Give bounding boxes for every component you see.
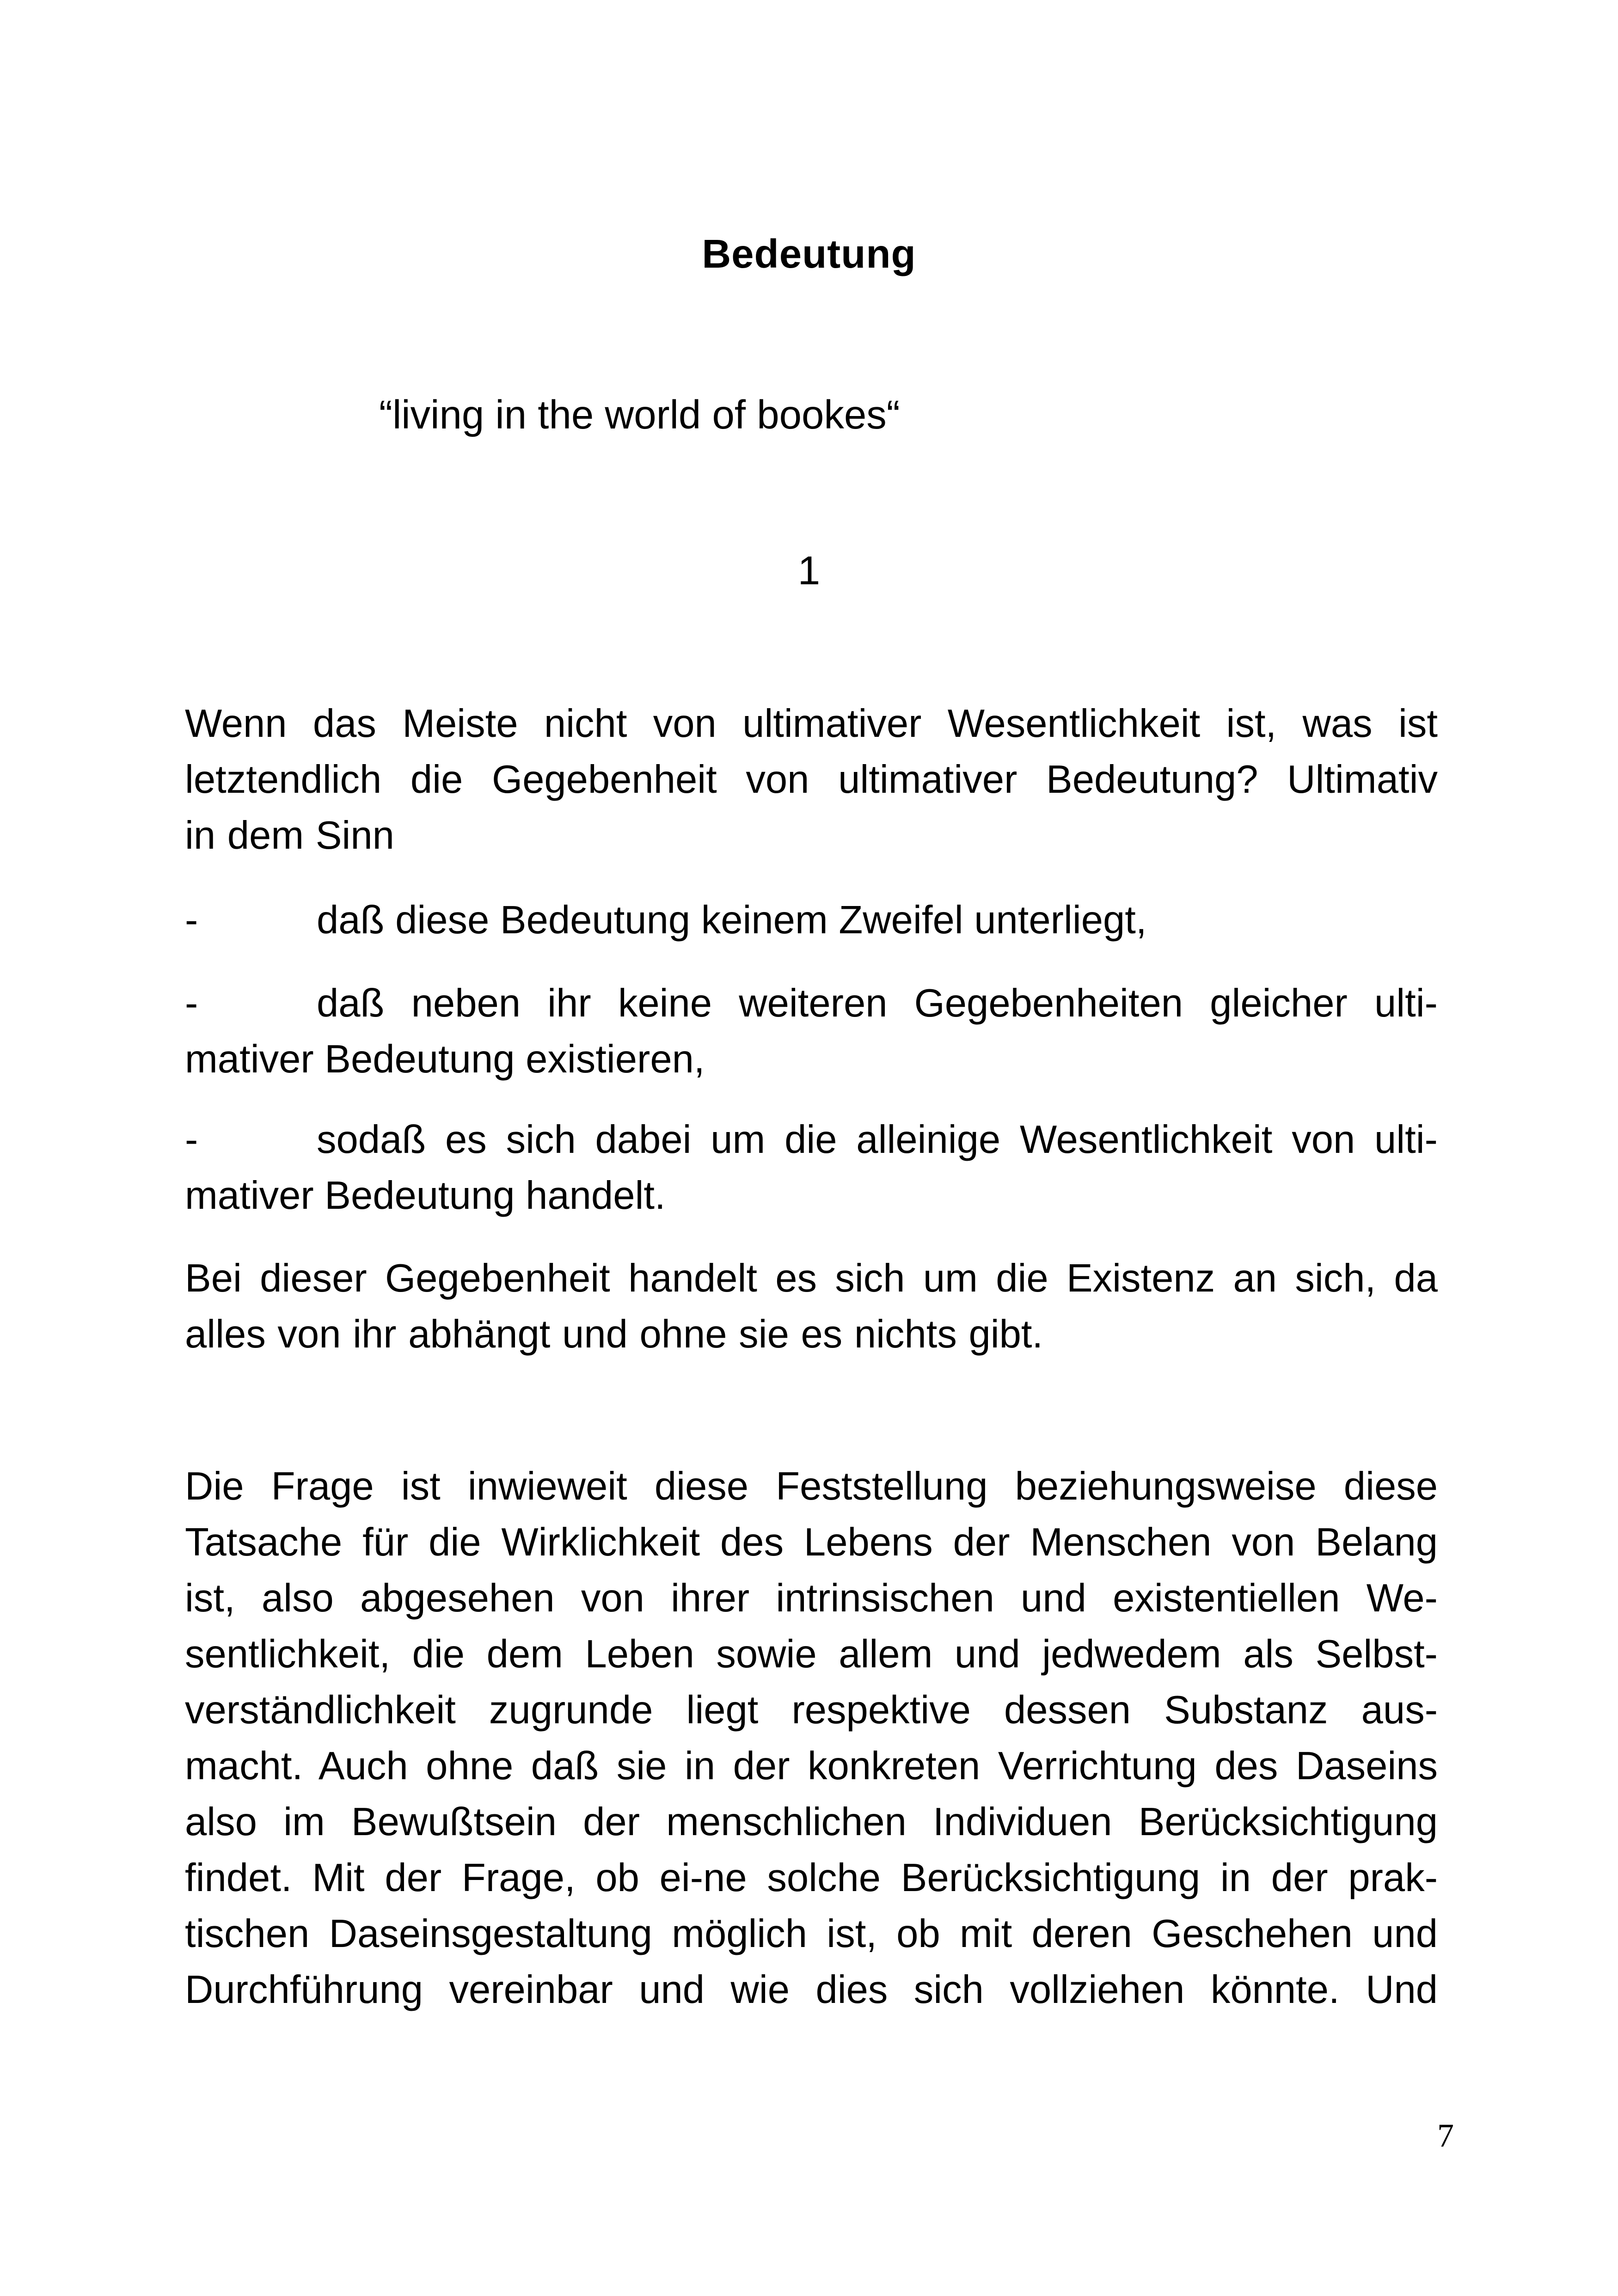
subtitle-quote: “living in the world of bookes“ (379, 392, 900, 437)
bullet-dash: - (185, 981, 198, 1025)
text-line: Die Frage ist inwieweit diese Feststellung beziehungsweise diese (185, 1464, 1438, 1508)
intro-paragraph (185, 696, 1438, 863)
text-line: mativer Bedeutung existieren, (185, 1037, 705, 1081)
text-line: sodaß es sich dabei um die alleinige Wesentlichkeit von ulti- (317, 1118, 1438, 1162)
text-line: letztendlich die Gegebenheit von ultimativer Bedeutung? Ultimativ (185, 758, 1438, 802)
text-line: Durchführung vereinbar und wie dies sich vollziehen könnte. Und (185, 1968, 1438, 2012)
text-line: ist, also abgesehen von ihrer intrinsischen und existentiellen We- (185, 1576, 1438, 1620)
text-line: also im Bewußtsein der menschlichen Individuen Berücksichtigung (185, 1800, 1438, 1844)
text-line: verständlichkeit zugrunde liegt respektive dessen Substanz aus- (185, 1688, 1438, 1732)
text-line: sentlichkeit, die dem Leben sowie allem und jedwedem als Selbst- (185, 1632, 1438, 1676)
bullet-dash: - (185, 898, 198, 942)
text-line: Bei dieser Gegebenheit handelt es sich um die Existenz an sich, da (185, 1256, 1438, 1300)
text-line: Wenn das Meiste nicht von ultimativer Wesentlichkeit ist, was ist (185, 702, 1438, 746)
bullet-dash: - (185, 1118, 198, 1162)
bullet-item (185, 1112, 1438, 1224)
text-line: daß diese Bedeutung keinem Zweifel unterliegt, (317, 898, 1147, 942)
page-title: Bedeutung (702, 232, 916, 276)
paragraph (185, 1250, 1438, 1362)
paragraph (185, 1458, 1438, 2018)
page-number: 7 (1437, 2117, 1454, 2154)
text-line: tischen Daseinsgestaltung möglich ist, ob mit deren Geschehen und (185, 1912, 1438, 1956)
text-line: daß neben ihr keine weiteren Gegebenheiten gleicher ulti- (317, 981, 1438, 1025)
bullet-item (185, 975, 1438, 1087)
text-line: Tatsache für die Wirklichkeit des Lebens der Menschen von Belang (185, 1520, 1438, 1564)
bullet-item (185, 892, 1438, 948)
text-line: mativer Bedeutung handelt. (185, 1174, 666, 1218)
text-line: in dem Sinn (185, 814, 394, 857)
text-line: macht. Auch ohne daß sie in der konkreten Verrichtung des Daseins (185, 1744, 1438, 1788)
text-line: alles von ihr abhängt und ohne sie es nichts gibt. (185, 1312, 1043, 1356)
text-line: findet. Mit der Frage, ob ei-ne solche Berücksichtigung in der prak- (185, 1856, 1438, 1900)
section-number: 1 (797, 548, 821, 593)
